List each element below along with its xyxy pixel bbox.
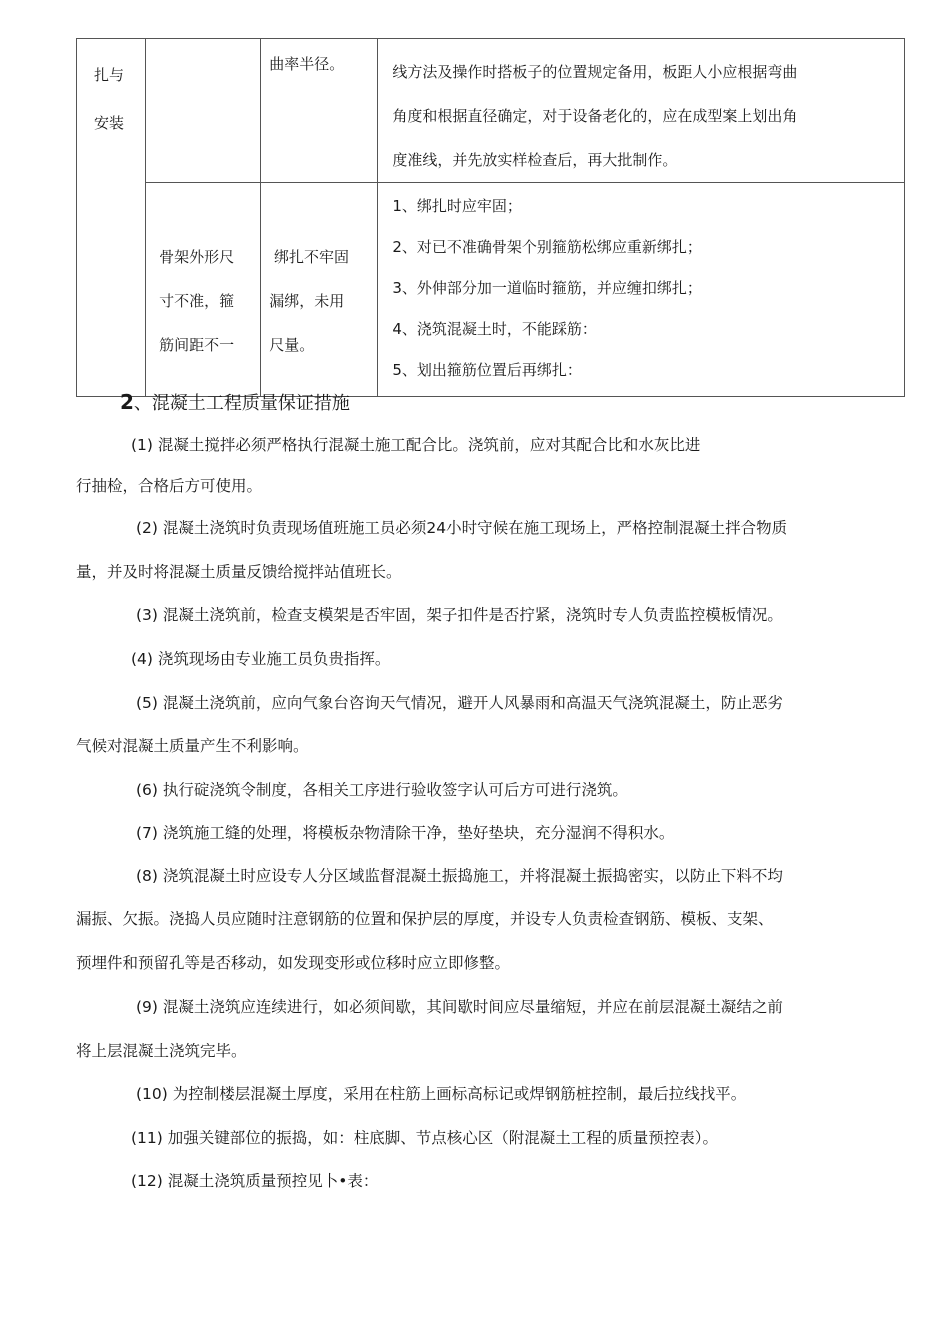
paragraph-line: (12) 混凝土浇筑质量预控见卜•表： <box>131 1172 379 1190</box>
list-item: 2、对已不准确骨架个别箍筋松绑应重新绑扎； <box>392 238 702 256</box>
paragraph-line: (3) 混凝土浇筑前，检查支模架是否牢固，架子扣件是否拧紧，浇筑时专人负责监控模板情况。 <box>136 606 783 624</box>
paragraph-line: (5) 混凝土浇筑前，应向气象台咨询天气情况，避开人风暴雨和高温天气浇筑混凝土，防止恶劣 <box>136 694 783 712</box>
paragraph-line: (11) 加强关键部位的振捣，如：柱底脚、节点核心区（附混凝土工程的质量预控表）。 <box>131 1129 718 1147</box>
cell-text: 绑扎不牢固 <box>269 248 349 266</box>
paragraph-line: (2) 混凝土浇筑时负责现场值班施工员必须24小时守候在施工现场上，严格控制混凝土拌合物质 <box>136 519 788 537</box>
list-item: 3、外伸部分加一道临时箍筋，并应缠扣绑扎； <box>392 279 702 297</box>
list-item: 4、浇筑混凝土时，不能踩筋： <box>392 320 597 338</box>
quality-control-table <box>76 38 905 397</box>
table-cell-measures <box>378 183 905 397</box>
table-cell-problem <box>146 39 261 183</box>
table-cell-cause <box>261 39 378 183</box>
list-item: 5、划出箍筋位置后再绑扎： <box>392 361 582 379</box>
paragraph-line: 量，并及时将混凝土质量反馈给搅拌站值班长。 <box>76 563 402 581</box>
paragraph-line: 漏振、欠振。浇捣人员应随时注意钢筋的位置和保护层的厚度，并设专人负责检查钢筋、模板、支架、 <box>76 910 774 928</box>
table-cell-process <box>77 39 146 397</box>
cell-text: 骨架外形尺 <box>159 248 235 266</box>
list-item: 1、绑扎时应牢固； <box>392 197 522 215</box>
section-title: 、混凝土工程质量保证措施 <box>133 393 350 414</box>
paragraph-line: (9) 混凝土浇筑应连续进行，如必须间歇，其间歇时间应尽量缩短，并应在前层混凝土凝结之前 <box>136 998 783 1016</box>
section-heading <box>120 386 350 420</box>
table-cell-measures <box>378 39 905 183</box>
paragraph-line: 气候对混凝土质量产生不利影响。 <box>76 737 309 755</box>
paragraph-line: (8) 浇筑混凝土时应设专人分区域监督混凝土振捣施工，并将混凝土振捣密实，以防止下料不均 <box>136 867 783 885</box>
cell-text: 线方法及操作时搭板子的位置规定备用，板距人小应根据弯曲 <box>392 63 798 81</box>
paragraph-line: 行抽检，合格后方可使用。 <box>76 477 263 495</box>
cell-text: 角度和根据直径确定，对于设备老化的，应在成型案上划出角 <box>392 107 798 125</box>
paragraph-line: (7) 浇筑施工缝的处理，将模板杂物清除干净，垫好垫块，充分湿润不得积水。 <box>136 824 675 842</box>
table-row <box>77 183 905 397</box>
cell-text: 扎与 <box>94 66 125 84</box>
cell-text: 曲率半径。 <box>269 55 345 73</box>
section-number: 2 <box>120 390 134 414</box>
paragraph-line: 预埋件和预留孔等是否移动，如发现变形或位移时应立即修整。 <box>76 954 511 972</box>
paragraph-line: (6) 执行碇浇筑令制度，各相关工序进行验收签字认可后方可进行浇筑。 <box>136 781 628 799</box>
paragraph-line: (10) 为控制楼层混凝土厚度，采用在柱筋上画标高标记或焊钢筋桩控制，最后拉线找平。 <box>136 1085 747 1103</box>
table-cell-problem <box>146 183 261 397</box>
cell-text: 筋间距不一 <box>159 336 235 354</box>
cell-text: 度准线，并先放实样检查后，再大批制作。 <box>392 151 678 169</box>
paragraph-line: (1) 混凝土搅拌必须严格执行混凝土施工配合比。浇筑前，应对其配合比和水灰比进 <box>131 436 701 454</box>
paragraph-line: (4) 浇筑现场由专业施工员负贵指挥。 <box>131 650 391 668</box>
table-row <box>77 39 905 183</box>
paragraph-line: 将上层混凝土浇筑完毕。 <box>76 1042 247 1060</box>
cell-text: 尺量。 <box>269 336 315 354</box>
cell-text: 寸不准，箍 <box>159 292 235 310</box>
table-cell-cause <box>261 183 378 397</box>
cell-text: 安装 <box>94 114 125 132</box>
cell-text: 漏绑，未用 <box>269 292 345 310</box>
